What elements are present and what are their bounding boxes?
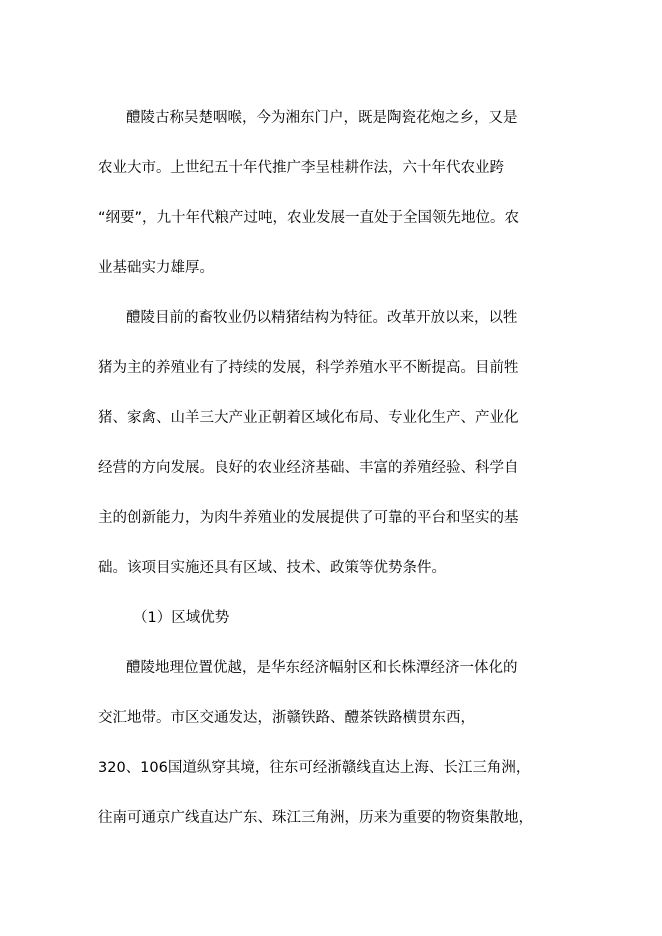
paragraph-3-line-3: 320、106国道纵穿其境，往东可经浙赣线直达上海、长江三角洲， [98, 760, 531, 776]
section-heading: （1）区域优势 [133, 610, 230, 626]
paragraph-1-line-1: 醴陵古称吴楚咽喉，今为湘东门户，既是陶瓷花炮之乡，又是 [126, 110, 518, 126]
paragraph-1-line-4: 业基础实力雄厚。 [98, 260, 214, 276]
paragraph-3-line-4: 往南可通京广线直达广东、珠江三角洲，历来为重要的物资集散地， [98, 810, 533, 826]
paragraph-1-line-3: “纲要”，九十年代粮产过吨，农业发展一直处于全国领先地位。农 [98, 210, 520, 226]
paragraph-2-line-6: 础。该项目实施还具有区域、技术、政策等优势条件。 [98, 560, 446, 576]
paragraph-2-line-2: 猪为主的养殖业有了持续的发展，科学养殖水平不断提高。目前牲 [98, 360, 519, 376]
paragraph-2-line-1: 醴陵目前的畜牧业仍以精猪结构为特征。改革开放以来，以牲 [126, 310, 518, 326]
paragraph-1-line-2: 农业大市。上世纪五十年代推广李呈桂耕作法，六十年代农业跨 [98, 160, 504, 176]
paragraph-3-line-1: 醴陵地理位置优越，是华东经济幅射区和长株潭经济一体化的 [126, 660, 518, 676]
paragraph-3-line-2: 交汇地带。市区交通发达，浙赣铁路、醴茶铁路横贯东西， [98, 710, 475, 726]
paragraph-2-line-4: 经营的方向发展。良好的农业经济基础、丰富的养殖经验、科学自 [98, 460, 519, 476]
paragraph-2-line-5: 主的创新能力，为肉牛养殖业的发展提供了可靠的平台和坚实的基 [98, 510, 519, 526]
paragraph-2-line-3: 猪、家禽、山羊三大产业正朝着区域化布局、专业化生产、产业化 [98, 410, 519, 426]
